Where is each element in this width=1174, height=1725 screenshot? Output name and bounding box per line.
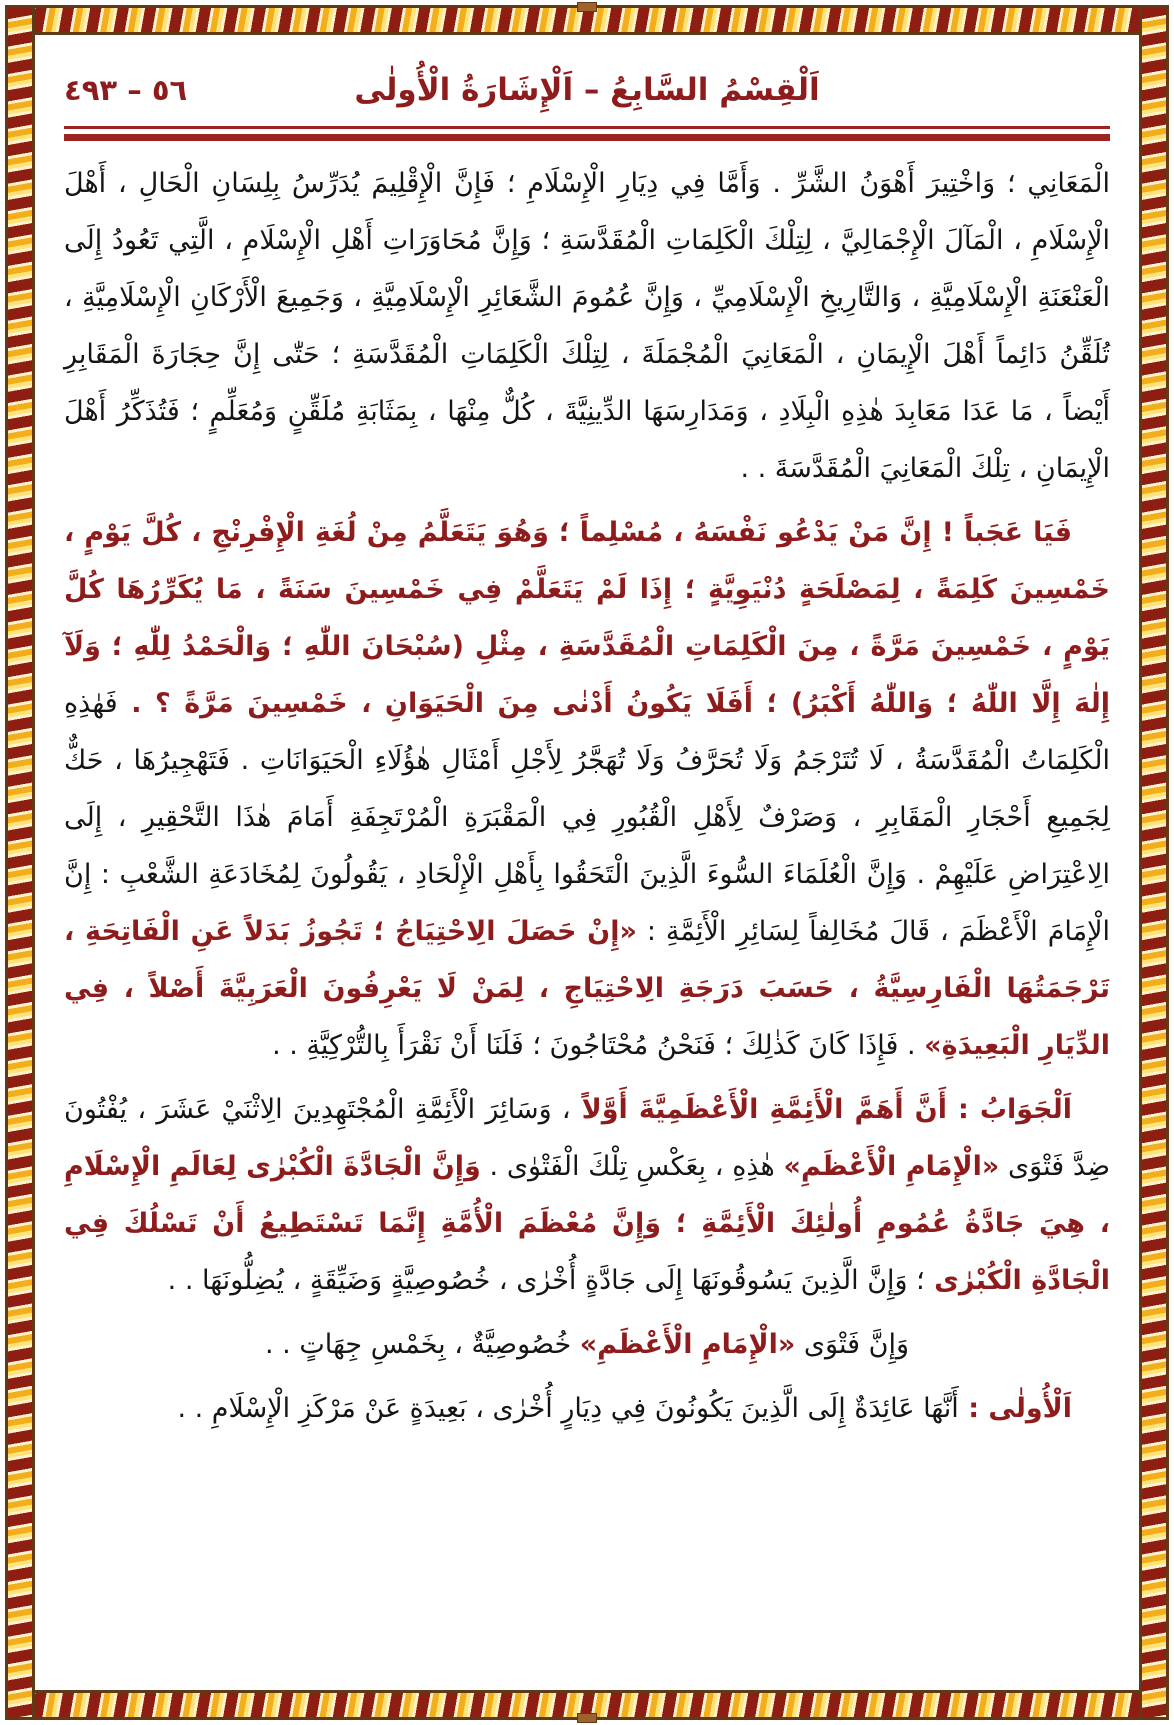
text-segment: خُصُوصِيَّةٌ ، بِخَمْسِ جِهَاتٍ . .: [265, 1329, 580, 1360]
page-header: [64, 62, 1110, 122]
text-segment: هٰذِهِ ، بِعَكْسِ تِلْكَ الْفَتْوٰى .: [480, 1151, 784, 1182]
page-content: [64, 62, 1110, 1681]
text-segment: أَنَّهَا عَائِدَةٌ إِلَى الَّذِينَ يَكُونُونَ فِي دِيَارٍ أُخْرٰى ، بَعِيدَةٍ عَنْ مَرْكَزِ الْإِسْلَامِ . .: [177, 1393, 959, 1424]
ornamental-border-top: [5, 5, 1169, 35]
header-divider: [64, 126, 1110, 141]
text-segment: اَلْأُولٰى :: [958, 1393, 1072, 1424]
page-number: ٥٦ – ٤٩٣: [64, 73, 188, 107]
text-segment: «إِنْ حَصَلَ الِاحْتِيَاجُ ؛ تَجُوزُ بَدَلاً عَنِ الْفَاتِحَةِ ، تَرْجَمَتُهَا الْفَارِسِيَّةُ ، حَسَبَ دَرَجَةِ الِاحْتِيَاجِ ، لِمَنْ لَا يَعْرِفُونَ الْعَرَبِيَّةَ أَصْلاً ، فِي الدِّيَارِ الْبَعِيدَةِ»: [64, 916, 1110, 1061]
paragraph: [64, 504, 1110, 1074]
text-segment: وَإِنَّ فَتْوَى: [795, 1329, 909, 1360]
ornamental-border-left: [5, 5, 35, 1720]
text-segment: فَيَا عَجَباً ! إِنَّ مَنْ يَدْعُو نَفْسَهُ ، مُسْلِماً ؛ وَهُوَ يَتَعَلَّمُ مِنْ لُغَةِ الْإِفْرِنْجِ ، كُلَّ يَوْمٍ ، خَمْسِينَ كَلِمَةً ، لِمَصْلَحَةٍ دُنْيَوِيَّةٍ ؛ إِذَا لَمْ يَتَعَلَّمْ فِي خَمْسِينَ سَنَةً ، مَا يُكَرِّرُهَا كُلَّ يَوْمٍ ، خَمْسِينَ مَرَّةً ، مِنَ الْكَلِمَاتِ الْمُقَدَّسَةِ ، مِثْلِ (سُبْحَانَ اللّٰهِ ؛ وَالْحَمْدُ لِلّٰهِ ؛ وَلَآ إِلٰهَ إِلَّا اللّٰهُ ؛ وَاللّٰهُ أَكْبَرُ) ؛ أَفَلَا يَكُونُ أَدْنٰى مِنَ الْحَيَوَانِ ، خَمْسِينَ مَرَّةً ؟ .: [64, 517, 1110, 719]
text-segment: ، وَسَائِرَ الْأَئِمَّةِ الْمُجْتَهِدِينَ الِاثْنَيْ عَشَرَ ، يُفْتُونَ ضِدَّ فَتْوَى: [64, 1094, 1110, 1182]
ornamental-border-bottom: [5, 1690, 1169, 1720]
paragraph: [64, 155, 1110, 497]
ornamental-border-right: [1139, 5, 1169, 1720]
paragraph: [64, 1380, 1110, 1437]
border-center-ornament: [577, 1713, 597, 1723]
paragraph: [64, 1081, 1110, 1309]
text-body: [64, 155, 1110, 1437]
text-segment: «الْإِمَامِ الْأَعْظَمِ»: [579, 1329, 796, 1360]
text-segment: «الْإِمَامِ الْأَعْظَمِ»: [783, 1151, 1000, 1182]
text-segment: فَهٰذِهِ الْكَلِمَاتُ الْمُقَدَّسَةُ ، لَا تُتَرْجَمُ وَلَا تُحَرَّفُ وَلَا تُهَجَّرُ لِأَجْلِ أَمْثَالِ هٰؤُلَاءِ الْحَيَوَانَاتِ . فَتَهْجِيرُهَا ، حَكٌّ لِجَمِيعِ أَحْجَارِ الْمَقَابِرِ ، وَصَرْفٌ لِأَهْلِ الْقُبُورِ فِي الْمَقْبَرَةِ الْمُرْتَجِفَةِ أَمَامَ هٰذَا التَّحْقِيرِ ، إِلَى الِاعْتِرَاضِ عَلَيْهِمْ . وَإِنَّ الْعُلَمَاءَ السُّوءَ الَّذِينَ الْتَحَقُوا بِأَهْلِ الْإِلْحَادِ ، يَقُولُونَ لِمُخَادَعَةِ الشَّعْبِ : إِنَّ الْإِمَامَ الْأَعْظَمَ ، قَالَ مُخَالِفاً لِسَائِرِ الْأَئِمَّةِ :: [64, 688, 1110, 947]
text-segment: الْمَعَانِي ؛ وَاخْتِيرَ أَهْوَنُ الشَّرِّ . وَأَمَّا فِي دِيَارِ الْإِسْلَامِ ؛ فَإِنَّ الْإِقْلِيمَ يُدَرِّسُ بِلِسَانِ الْحَالِ ، أَهْلَ الْإِسْلَامِ ، الْمَآلَ الْإِجْمَالِيَّ ، لِتِلْكَ الْكَلِمَاتِ الْمُقَدَّسَةِ ؛ وَإِنَّ مُحَاوَرَاتِ أَهْلِ الْإِسْلَامِ ، الَّتِي تَعُودُ إِلَى الْعَنْعَنَةِ الْإِسْلَامِيَّةِ ، وَالتَّارِيخِ الْإِسْلَامِيِّ ، وَإِنَّ عُمُومَ الشَّعَائِرِ الْإِسْلَامِيَّةِ ، وَجَمِيعَ الْأَرْكَانِ الْإِسْلَامِيَّةِ ، تُلَقِّنُ دَائِماً أَهْلَ الْإِيمَانِ ، الْمَعَانِيَ الْمُجْمَلَةَ ، لِتِلْكَ الْكَلِمَاتِ الْمُقَدَّسَةِ ؛ حَتّٰى إِنَّ حِجَارَةَ الْمَقَابِرِ أَيْضاً ، مَا عَدَا مَعَابِدَ هٰذِهِ الْبِلَادِ ، وَمَدَارِسَهَا الدِّينِيَّةَ ، كُلٌّ مِنْهَا ، بِمَثَابَةِ مُلَقِّنٍ وَمُعَلِّمٍ ؛ فَتُذَكِّرُ أَهْلَ الْإِيمَانِ ، تِلْكَ الْمَعَانِيَ الْمُقَدَّسَةَ . .: [64, 168, 1110, 484]
border-center-ornament: [577, 2, 597, 12]
page-title: اَلْقِسْمُ السَّابِعُ – اَلْإِشَارَةُ الْأُولٰى: [354, 72, 820, 108]
text-segment: ؛ وَإِنَّ الَّذِينَ يَسُوقُونَهَا إِلَى جَادَّةٍ أُخْرٰى ، خُصُوصِيَّةٍ وَضَيِّقَةٍ ، يُضِلُّونَهَا . .: [167, 1265, 925, 1296]
paragraph: [64, 1316, 1110, 1373]
text-segment: وَإِنَّ الْجَادَّةَ الْكُبْرٰى لِعَالَمِ الْإِسْلَامِ ، هِيَ جَادَّةُ عُمُومِ أُولٰئِكَ الْأَئِمَّةِ ؛ وَإِنَّ مُعْظَمَ الْأُمَّةِ إِنَّمَا تَسْتَطِيعُ أَنْ تَسْلُكَ فِي الْجَادَّةِ الْكُبْرٰى: [64, 1151, 1110, 1296]
text-segment: . فَإِذَا كَانَ كَذٰلِكَ ؛ فَنَحْنُ مُحْتَاجُونَ ؛ فَلَنَا أَنْ نَقْرَأَ بِالتُّرْكِيَّةِ . .: [272, 1030, 925, 1061]
text-segment: اَلْجَوَابُ : أَنَّ أَهَمَّ الْأَئِمَّةِ الْأَعْظَمِيَّةَ أَوَّلاً: [570, 1094, 1072, 1125]
